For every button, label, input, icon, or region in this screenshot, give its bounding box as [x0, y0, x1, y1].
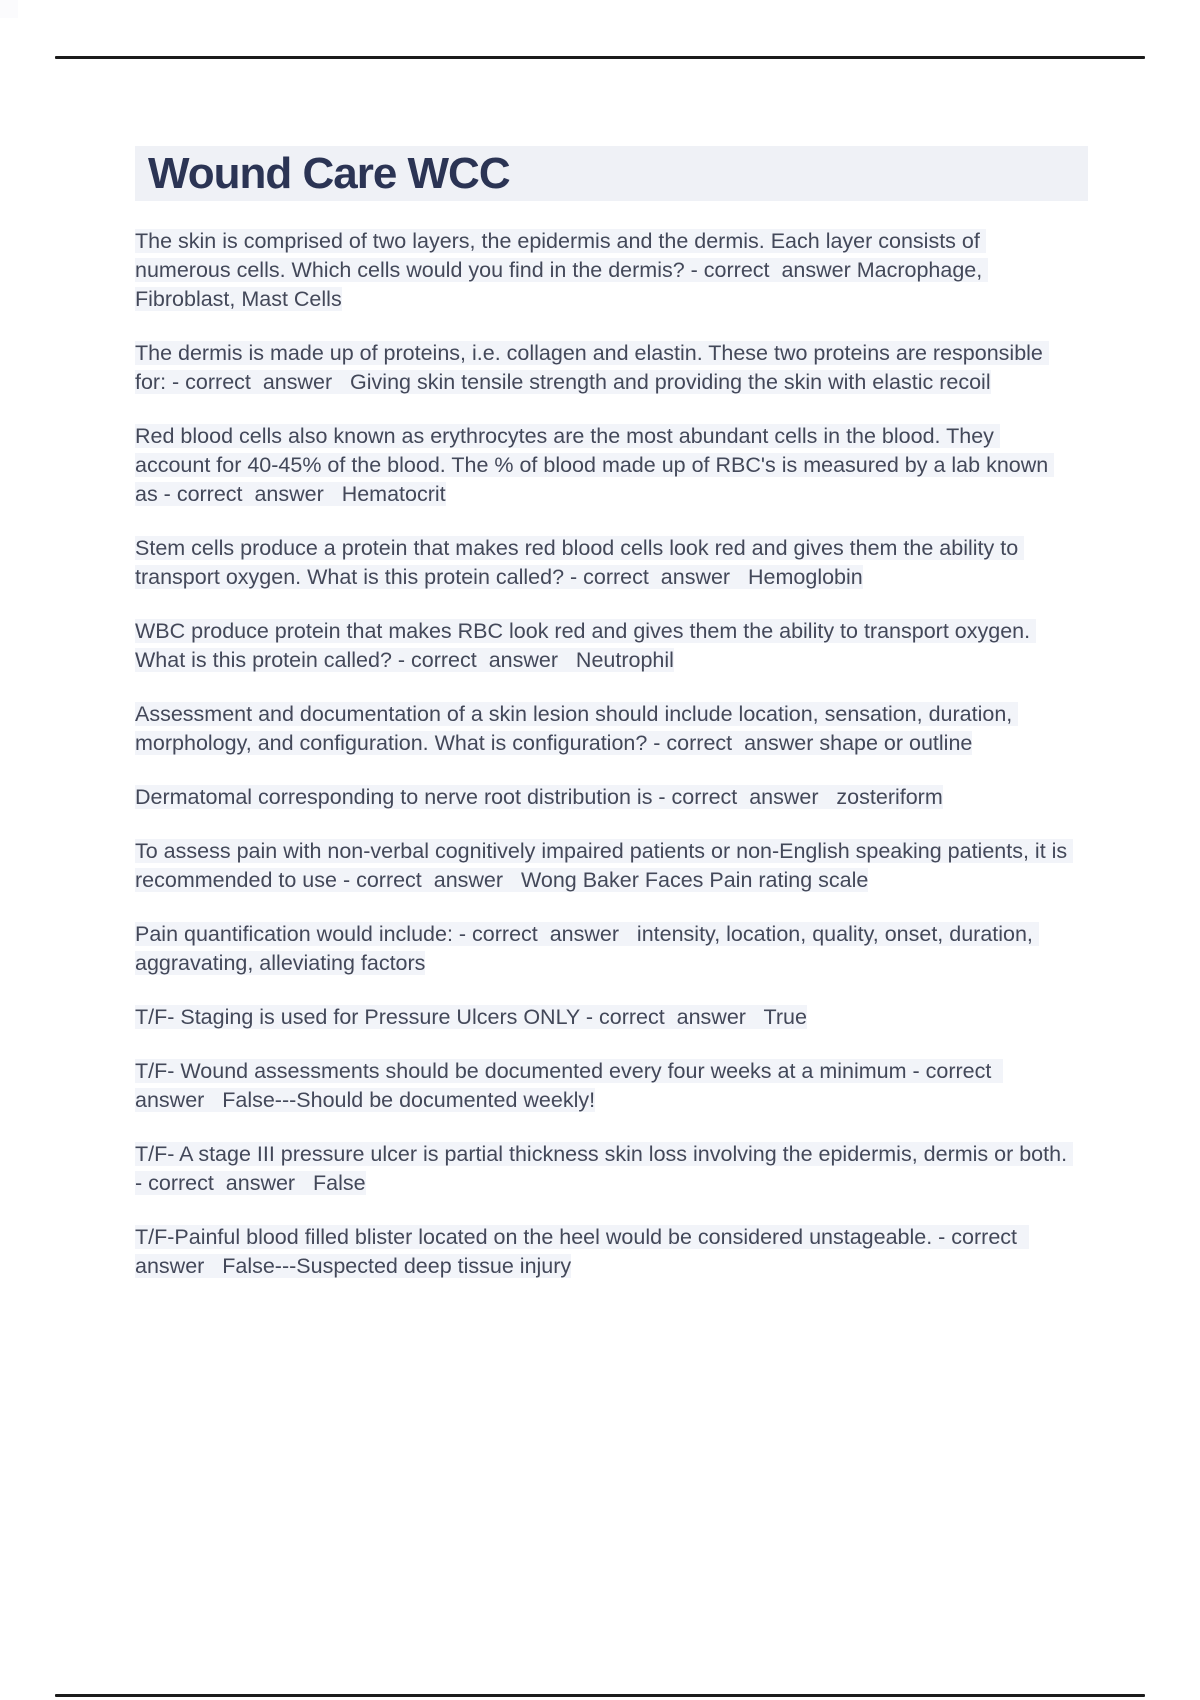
qa-paragraph [135, 1057, 1068, 1115]
qa-paragraph [135, 1140, 1074, 1198]
page-corner-artifact [0, 0, 18, 18]
qa-paragraph-text: Stem cells produce a protein that makes red blood cells look red and gives them the ability to transport oxygen. What is this protein called? - correct answer Hemoglobin [135, 536, 1025, 589]
qa-paragraph [135, 1003, 1068, 1032]
qa-paragraph [135, 920, 1068, 978]
qa-paragraph-text: The skin is comprised of two layers, the epidermis and the dermis. Each layer consists of numerous cells. Which cells would you find in the dermis? - correct answer Macrophage, Fibroblast, Mast Cells [135, 229, 989, 311]
qa-paragraph-text: T/F- Staging is used for Pressure Ulcers ONLY - correct answer True [135, 1005, 807, 1029]
qa-paragraph-text: Assessment and documentation of a skin lesion should include location, sensation, duration, morphology, and configuration. What is configuration? - correct answer shape or outline [135, 702, 1019, 755]
qa-paragraph [135, 534, 1068, 592]
qa-paragraph-text: T/F- A stage III pressure ulcer is partial thickness skin loss involving the epidermis, dermis or both. - correct answer False [135, 1142, 1074, 1195]
qa-paragraph [135, 339, 1068, 397]
page-title: Wound Care WCC [148, 148, 510, 198]
qa-paragraph-text: Pain quantification would include: - correct answer intensity, location, quality, onset, duration, aggravating, alleviating factors [135, 922, 1039, 975]
qa-paragraph [135, 617, 1068, 675]
qa-paragraph-list [135, 227, 1074, 1281]
bottom-horizontal-rule [55, 1694, 1145, 1697]
qa-paragraph-text: To assess pain with non-verbal cognitively impaired patients or non-English speaking patients, it is recommended to use - correct answer Wong Baker Faces Pain rating scale [135, 839, 1074, 892]
qa-paragraph [135, 700, 1068, 758]
qa-paragraph [135, 837, 1074, 895]
qa-paragraph-text: The dermis is made up of proteins, i.e. collagen and elastin. These two proteins are responsible for: - correct answer Giving skin tensile strength and providing the skin with elastic recoil [135, 341, 1049, 394]
qa-paragraph-text: Red blood cells also known as erythrocytes are the most abundant cells in the blood. They account for 40-45% of the blood. The % of blood made up of RBC's is measured by a lab known as - correct answer Hematocrit [135, 424, 1055, 506]
qa-paragraph-text: T/F-Painful blood filled blister located on the heel would be considered unstageable. - correct answer False---Suspected deep tissue injury [135, 1225, 1029, 1278]
qa-paragraph-text: WBC produce protein that makes RBC look red and gives them the ability to transport oxygen. What is this protein called? - correct answer Neutrophil [135, 619, 1037, 672]
top-horizontal-rule [55, 56, 1145, 59]
qa-paragraph [135, 1223, 1068, 1281]
qa-paragraph [135, 227, 1068, 314]
document-content [135, 146, 1074, 1306]
qa-paragraph [135, 783, 1068, 812]
title-highlight-bar [135, 146, 1088, 201]
qa-paragraph [135, 422, 1068, 509]
qa-paragraph-text: Dermatomal corresponding to nerve root distribution is - correct answer zosteriform [135, 785, 943, 809]
qa-paragraph-text: T/F- Wound assessments should be documented every four weeks at a minimum - correct answer False---Should be documented weekly! [135, 1059, 1004, 1112]
